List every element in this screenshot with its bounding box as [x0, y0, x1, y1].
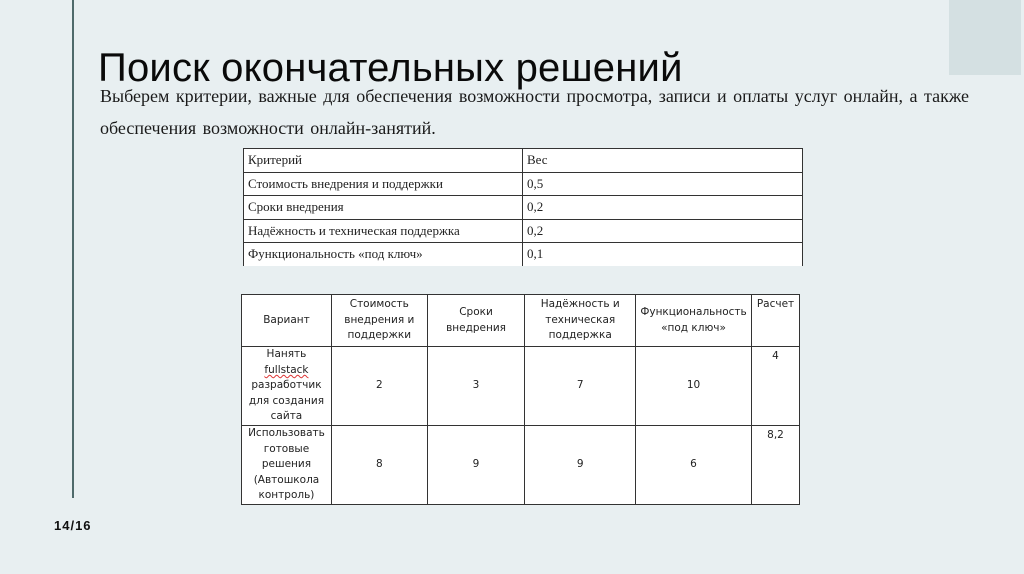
- score-cell: 7: [525, 347, 636, 426]
- header-weight: Вес: [523, 149, 803, 173]
- score-cell: 2: [331, 347, 427, 426]
- criterion-cell: Функциональность «под ключ»: [244, 243, 523, 266]
- header-timeline: Сроки внедрения: [427, 295, 525, 347]
- slide-title: Поиск окончательных решений: [98, 46, 683, 90]
- criterion-cell: Сроки внедрения: [244, 196, 523, 220]
- weight-cell: 0,2: [523, 196, 803, 220]
- weight-cell: 0,2: [523, 219, 803, 243]
- criterion-cell: Стоимость внедрения и поддержки: [244, 172, 523, 196]
- header-functionality: Функциональность «под ключ»: [636, 295, 752, 347]
- table-row: [242, 426, 800, 505]
- weight-cell: 0,5: [523, 172, 803, 196]
- criteria-table: [243, 148, 803, 266]
- option-cell: Нанять fullstack разработчик для создания сайта: [242, 347, 332, 426]
- score-cell: 8: [331, 426, 427, 505]
- corner-decoration: [949, 0, 1021, 75]
- table-row: [244, 243, 803, 266]
- score-cell: 6: [636, 426, 752, 505]
- slide-subtitle: Выберем критерии, важные для обеспечения возможности просмотра, записи и оплаты услуг онлайн, а также обеспечения возможности онлайн-занятий.: [100, 86, 970, 138]
- page-indicator: 14/16: [54, 518, 92, 533]
- score-cell: 10: [636, 347, 752, 426]
- misspelled-word: fullstack: [264, 363, 309, 376]
- option-cell: Использовать готовые решения (Автошкола контроль): [242, 426, 332, 505]
- table-row: [244, 196, 803, 220]
- calc-cell: 8,2: [752, 426, 800, 505]
- table-header-row: [242, 295, 800, 347]
- score-cell: 9: [525, 426, 636, 505]
- table-row: [242, 347, 800, 426]
- score-cell: 3: [427, 347, 525, 426]
- options-table: [241, 294, 800, 505]
- table-row: [244, 219, 803, 243]
- header-reliability: Надёжность и техническая поддержка: [525, 295, 636, 347]
- table-row: [244, 172, 803, 196]
- calc-cell: 4: [752, 347, 800, 426]
- criterion-cell: Надёжность и техническая поддержка: [244, 219, 523, 243]
- header-option: Вариант: [242, 295, 332, 347]
- header-cost: Стоимость внедрения и поддержки: [331, 295, 427, 347]
- table-header-row: [244, 149, 803, 173]
- left-accent-line: [72, 0, 74, 498]
- weight-cell: 0,1: [523, 243, 803, 266]
- header-calc: Расчет: [752, 295, 800, 347]
- score-cell: 9: [427, 426, 525, 505]
- header-criterion: Критерий: [244, 149, 523, 173]
